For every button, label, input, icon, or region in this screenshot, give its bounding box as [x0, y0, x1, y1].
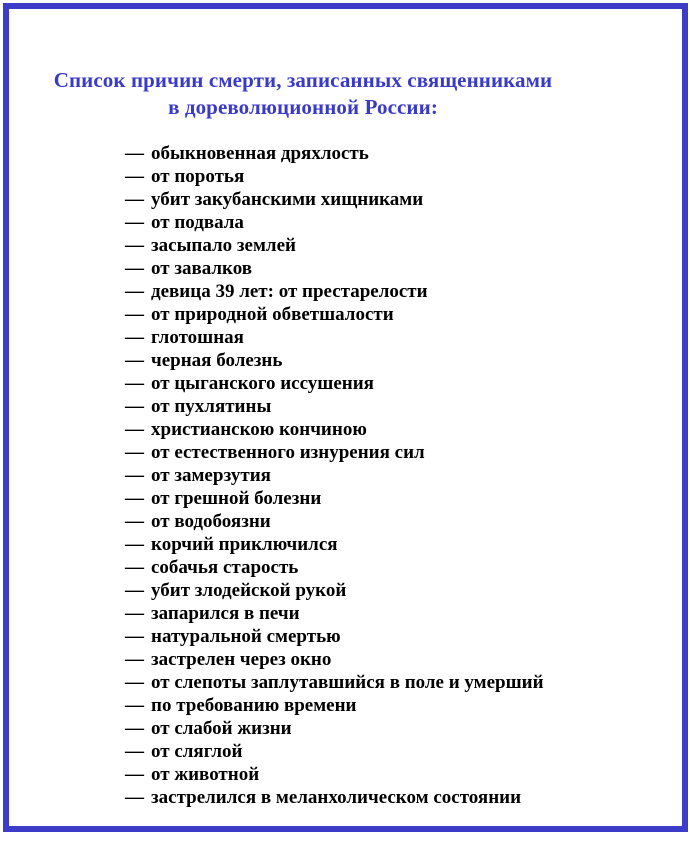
dash-marker: — — [125, 741, 144, 762]
list-item — [125, 533, 682, 556]
list-item — [125, 579, 682, 602]
list-item — [125, 625, 682, 648]
dash-marker: — — [125, 373, 144, 394]
list-item — [125, 257, 682, 280]
list-item-text: от подвала — [151, 212, 244, 233]
list-item-text: от завалков — [151, 258, 253, 279]
list-item — [125, 372, 682, 395]
dash-marker: — — [125, 396, 144, 417]
list-item — [125, 464, 682, 487]
dash-marker: — — [125, 327, 144, 348]
list-item-text: застрелен через окно — [151, 649, 332, 670]
page-title-line1: Список причин смерти, записанных священниками — [53, 68, 553, 92]
list-item — [125, 510, 682, 533]
dash-marker: — — [125, 281, 144, 302]
dash-marker: — — [125, 649, 144, 670]
dash-marker: — — [125, 787, 144, 808]
list-item — [125, 671, 682, 694]
list-item-text: девица 39 лет: от престарелости — [151, 281, 428, 302]
page-border-frame — [3, 3, 688, 832]
list-item-text: от пухлятины — [151, 396, 272, 417]
list-item — [125, 763, 682, 786]
list-item-text: от природной обветшалости — [151, 304, 394, 325]
list-item — [125, 556, 682, 579]
list-item — [125, 142, 682, 165]
list-item-text: от сляглой — [151, 741, 243, 762]
list-item-text: от животной — [151, 764, 260, 785]
page-title-line2: в дореволюционной России: — [168, 95, 438, 119]
list-item-text: собачья старость — [151, 557, 299, 578]
death-causes-list — [125, 142, 682, 809]
list-item-text: корчий приключился — [151, 534, 338, 555]
dash-marker: — — [125, 189, 144, 210]
list-item-text: убит закубанскими хищниками — [151, 189, 424, 210]
list-item-text: засыпало землей — [151, 235, 296, 256]
dash-marker: — — [125, 143, 144, 164]
list-item-text: от слабой жизни — [151, 718, 292, 739]
list-item-text: христианскою кончиною — [151, 419, 367, 440]
list-item-text: черная болезнь — [151, 350, 283, 371]
list-item-text: обыкновенная дряхлость — [151, 143, 369, 164]
list-item-text: от естественного изнурения сил — [151, 442, 425, 463]
list-item-text: застрелился в меланхолическом состоянии — [151, 787, 522, 808]
list-item — [125, 694, 682, 717]
list-item — [125, 717, 682, 740]
list-item-text: натуральной смертью — [151, 626, 341, 647]
dash-marker: — — [125, 534, 144, 555]
list-item-text: убит злодейской рукой — [151, 580, 347, 601]
list-item — [125, 648, 682, 671]
list-item — [125, 234, 682, 257]
dash-marker: — — [125, 718, 144, 739]
dash-marker: — — [125, 166, 144, 187]
list-item — [125, 280, 682, 303]
list-item — [125, 786, 682, 809]
dash-marker: — — [125, 672, 144, 693]
dash-marker: — — [125, 626, 144, 647]
list-item-text: от замерзутия — [151, 465, 271, 486]
list-item — [125, 441, 682, 464]
list-item-text: глотошная — [151, 327, 244, 348]
list-item — [125, 740, 682, 763]
dash-marker: — — [125, 488, 144, 509]
list-item-text: от поротья — [151, 166, 245, 187]
list-item — [125, 395, 682, 418]
list-item-text: от грешной болезни — [151, 488, 322, 509]
list-item-text: от слепоты заплутавшийся в поле и умерший — [151, 672, 544, 693]
list-item-text: по требованию времени — [151, 695, 357, 716]
list-item — [125, 418, 682, 441]
list-item-text: от водобоязни — [151, 511, 271, 532]
dash-marker: — — [125, 557, 144, 578]
dash-marker: — — [125, 580, 144, 601]
dash-marker: — — [125, 764, 144, 785]
dash-marker: — — [125, 695, 144, 716]
list-item — [125, 602, 682, 625]
list-item — [125, 487, 682, 510]
list-item-text: запарился в печи — [151, 603, 300, 624]
dash-marker: — — [125, 511, 144, 532]
dash-marker: — — [125, 212, 144, 233]
dash-marker: — — [125, 465, 144, 486]
list-item — [125, 303, 682, 326]
list-item — [125, 165, 682, 188]
list-item — [125, 349, 682, 372]
dash-marker: — — [125, 350, 144, 371]
dash-marker: — — [125, 419, 144, 440]
list-item-text: от цыганского иссушения — [151, 373, 374, 394]
dash-marker: — — [125, 442, 144, 463]
list-item — [125, 188, 682, 211]
dash-marker: — — [125, 235, 144, 256]
page-title — [9, 67, 597, 121]
list-item — [125, 211, 682, 234]
dash-marker: — — [125, 258, 144, 279]
dash-marker: — — [125, 304, 144, 325]
dash-marker: — — [125, 603, 144, 624]
list-item — [125, 326, 682, 349]
